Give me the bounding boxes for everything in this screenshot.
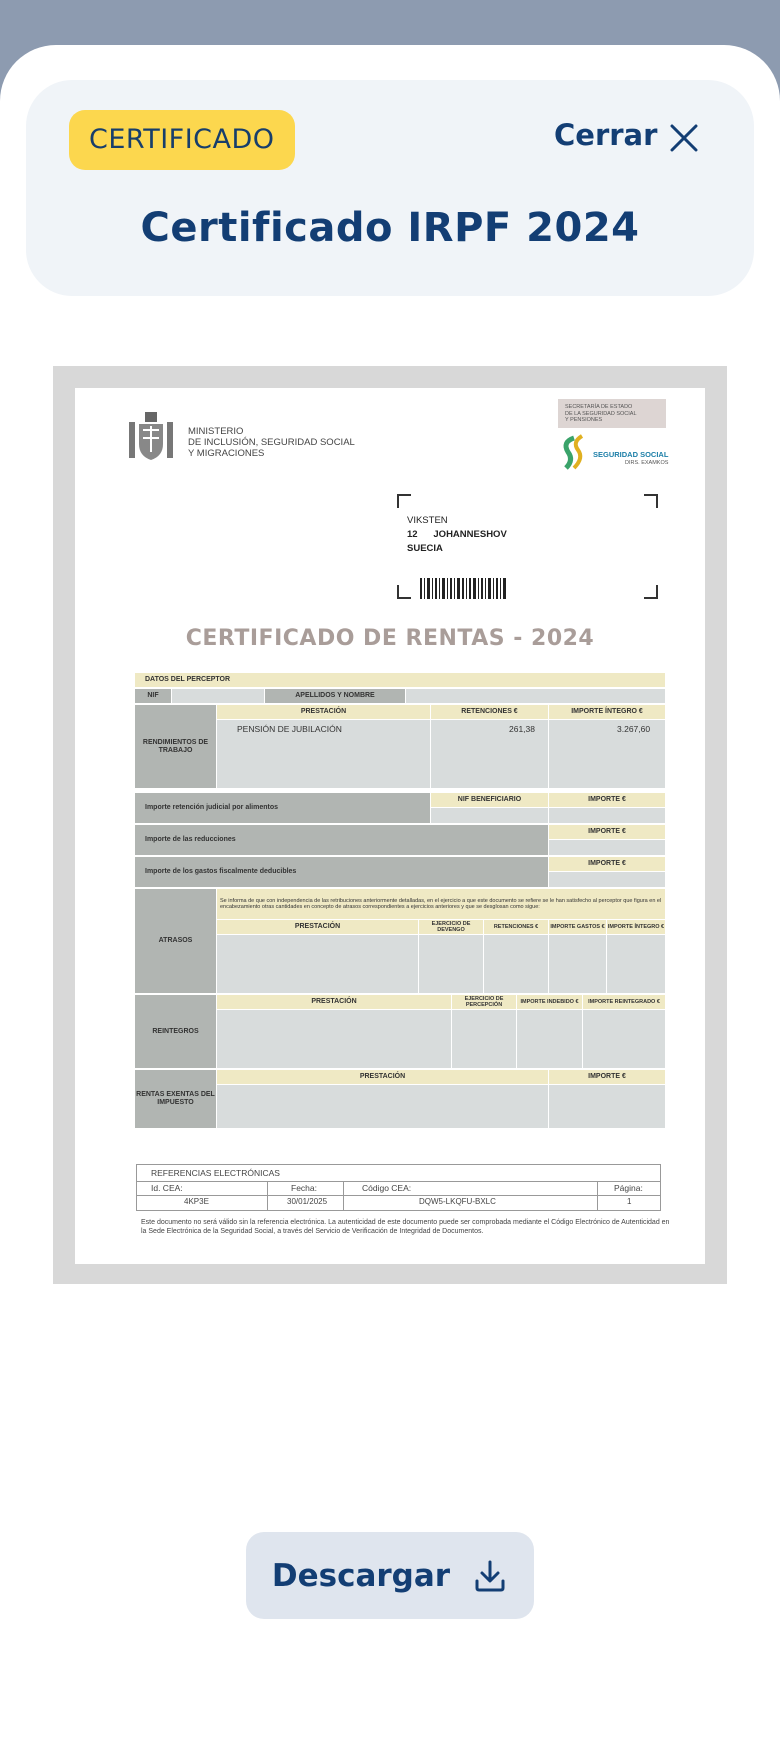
recipient-address	[407, 514, 507, 556]
importe-indebido-header: IMPORTE INDEBIDO €	[517, 995, 582, 1009]
importe-integro-header: IMPORTE ÍNTEGRO €	[607, 920, 665, 934]
secretaria-box	[558, 399, 666, 428]
nif-beneficiario-header: NIF BENEFICIARIO	[431, 793, 548, 807]
divider	[137, 1181, 660, 1182]
ss-logo-line: DIRS. EXAMKOS	[625, 460, 669, 466]
prestacion-header: PRESTACIÓN	[217, 1070, 548, 1084]
pagina-value: 1	[627, 1197, 632, 1206]
apellidos-value	[406, 689, 665, 703]
rentas-exentas-cell	[217, 1085, 548, 1128]
nif-beneficiario-cell	[431, 808, 548, 823]
reintegros-cell	[452, 1010, 516, 1068]
rentas-exentas-label: RENTAS EXENTAS DEL IMPUESTO	[135, 1070, 216, 1128]
pagina-label: Página:	[614, 1183, 643, 1193]
divider	[597, 1181, 598, 1211]
prestacion-header: PRESTACIÓN	[217, 705, 430, 719]
address-corner	[644, 494, 658, 508]
address-corner	[397, 494, 411, 508]
reducciones-label: Importe de las reducciones	[135, 825, 548, 855]
secretaria-line: SECRETARÍA DE ESTADO	[565, 404, 633, 410]
ss-logo-line: SEGURIDAD SOCIAL	[593, 450, 669, 459]
apellidos-label: APELLIDOS Y NOMBRE	[265, 689, 405, 703]
document-preview[interactable]	[75, 388, 705, 1264]
importe-cell	[549, 840, 665, 855]
validity-footnote: Este documento no será válido sin la referencia electrónica. La autenticidad de este documento puede ser comprobada mediante el Código Electrónico de Autenticidad en la Sede Electrónica de la Seguridad Social, a través del Servicio de Verificación de Integridad de Documentos.	[141, 1219, 670, 1235]
importe-gastos-header: IMPORTE GASTOS €	[549, 920, 606, 934]
download-button[interactable]	[246, 1532, 534, 1619]
datos-perceptor-label: DATOS DEL PERCEPTOR	[135, 673, 665, 687]
atrasos-cell	[549, 935, 606, 993]
codigo-cea-value: DQW5-LKQFU-BXLC	[419, 1197, 496, 1206]
nif-label: NIF	[135, 689, 171, 703]
secretaria-line: DE LA SEGURIDAD SOCIAL	[565, 410, 637, 417]
ejercicio-devengo-header: EJERCICIO DE DEVENGO	[419, 920, 483, 934]
divider	[137, 1195, 660, 1196]
divider	[343, 1181, 344, 1211]
seguridad-social-text	[593, 451, 668, 467]
importe-header: IMPORTE €	[549, 857, 665, 871]
reintegros-cell	[217, 1010, 451, 1068]
atrasos-cell	[607, 935, 665, 993]
integro-value: 3.267,60	[617, 724, 651, 734]
atrasos-label: ATRASOS	[135, 889, 216, 993]
secretaria-line: Y PENSIONES	[565, 417, 603, 423]
prestacion-header: PRESTACIÓN	[217, 920, 418, 934]
reintegros-label: REINTEGROS	[135, 995, 216, 1068]
retenciones-header: RETENCIONES €	[431, 705, 548, 719]
close-button-label[interactable]: Cerrar	[554, 118, 658, 152]
barcode-icon	[420, 578, 506, 599]
codigo-cea-label: Código CEA:	[362, 1183, 412, 1193]
id-cea-label: Id. CEA:	[151, 1183, 183, 1193]
certificate-badge: CERTIFICADO	[69, 110, 295, 170]
prestacion-header: PRESTACIÓN	[217, 995, 451, 1009]
ministry-name	[188, 426, 355, 459]
document-title: CERTIFICADO DE RENTAS - 2024	[185, 626, 595, 651]
importe-header: IMPORTE €	[549, 1070, 665, 1084]
ministry-line: MINISTERIO	[188, 426, 244, 437]
importe-cell	[549, 808, 665, 823]
atrasos-cell	[419, 935, 483, 993]
ejercicio-percepcion-header: EJERCICIO DE PERCEPCIÓN	[452, 995, 516, 1009]
gastos-label: Importe de los gastos fiscalmente deducibles	[135, 857, 548, 887]
importe-header: IMPORTE €	[549, 825, 665, 839]
address-line: VIKSTEN	[407, 515, 448, 526]
atrasos-note: Se informa de que con independencia de las retribuciones anteriormente detalladas, en el ejercicio a que este documento se refiere se le han satisfecho al perceptor que figura en el encabezamiento otras cantidades en concepto de atrasos correspondientes a ejercicios anteriores y que se desglosan como sigue:	[217, 889, 665, 919]
atrasos-cell	[217, 935, 418, 993]
divider	[267, 1181, 268, 1211]
ministry-line: DE INCLUSIÓN, SEGURIDAD SOCIAL	[188, 437, 355, 448]
fecha-value: 30/01/2025	[287, 1197, 328, 1206]
importe-header: IMPORTE €	[549, 793, 665, 807]
nif-value	[172, 689, 264, 703]
address-corner	[644, 585, 658, 599]
coat-of-arms-icon	[125, 408, 177, 464]
page-title: Certificado IRPF 2024	[140, 205, 640, 251]
atrasos-cell	[484, 935, 548, 993]
retenciones-value: 261,38	[509, 724, 535, 734]
importe-reintegrado-header: IMPORTE REINTEGRADO €	[583, 995, 665, 1009]
reintegros-cell	[583, 1010, 665, 1068]
retencion-judicial-label: Importe retención judicial por alimentos	[135, 793, 430, 823]
download-icon	[472, 1558, 508, 1594]
address-corner	[397, 585, 411, 599]
importe-integro-header: IMPORTE ÍNTEGRO €	[549, 705, 665, 719]
rendimientos-label: RENDIMIENTOS DE TRABAJO	[135, 705, 216, 788]
ministry-line: Y MIGRACIONES	[188, 448, 265, 459]
electronic-references	[136, 1164, 661, 1211]
retenciones-header: RETENCIONES €	[484, 920, 548, 934]
id-cea-value: 4KP3E	[184, 1197, 209, 1206]
pension-type: PENSIÓN DE JUBILACIÓN	[237, 724, 342, 734]
reintegros-cell	[517, 1010, 582, 1068]
close-icon[interactable]	[668, 122, 700, 154]
rentas-exentas-cell	[549, 1085, 665, 1128]
download-label: Descargar	[271, 1557, 451, 1594]
fecha-label: Fecha:	[291, 1183, 317, 1193]
address-line: SUECIA	[407, 543, 443, 554]
importe-cell	[549, 872, 665, 887]
references-title: REFERENCIAS ELECTRÓNICAS	[151, 1168, 280, 1178]
address-line: 12 JOHANNESHOV	[407, 529, 507, 540]
